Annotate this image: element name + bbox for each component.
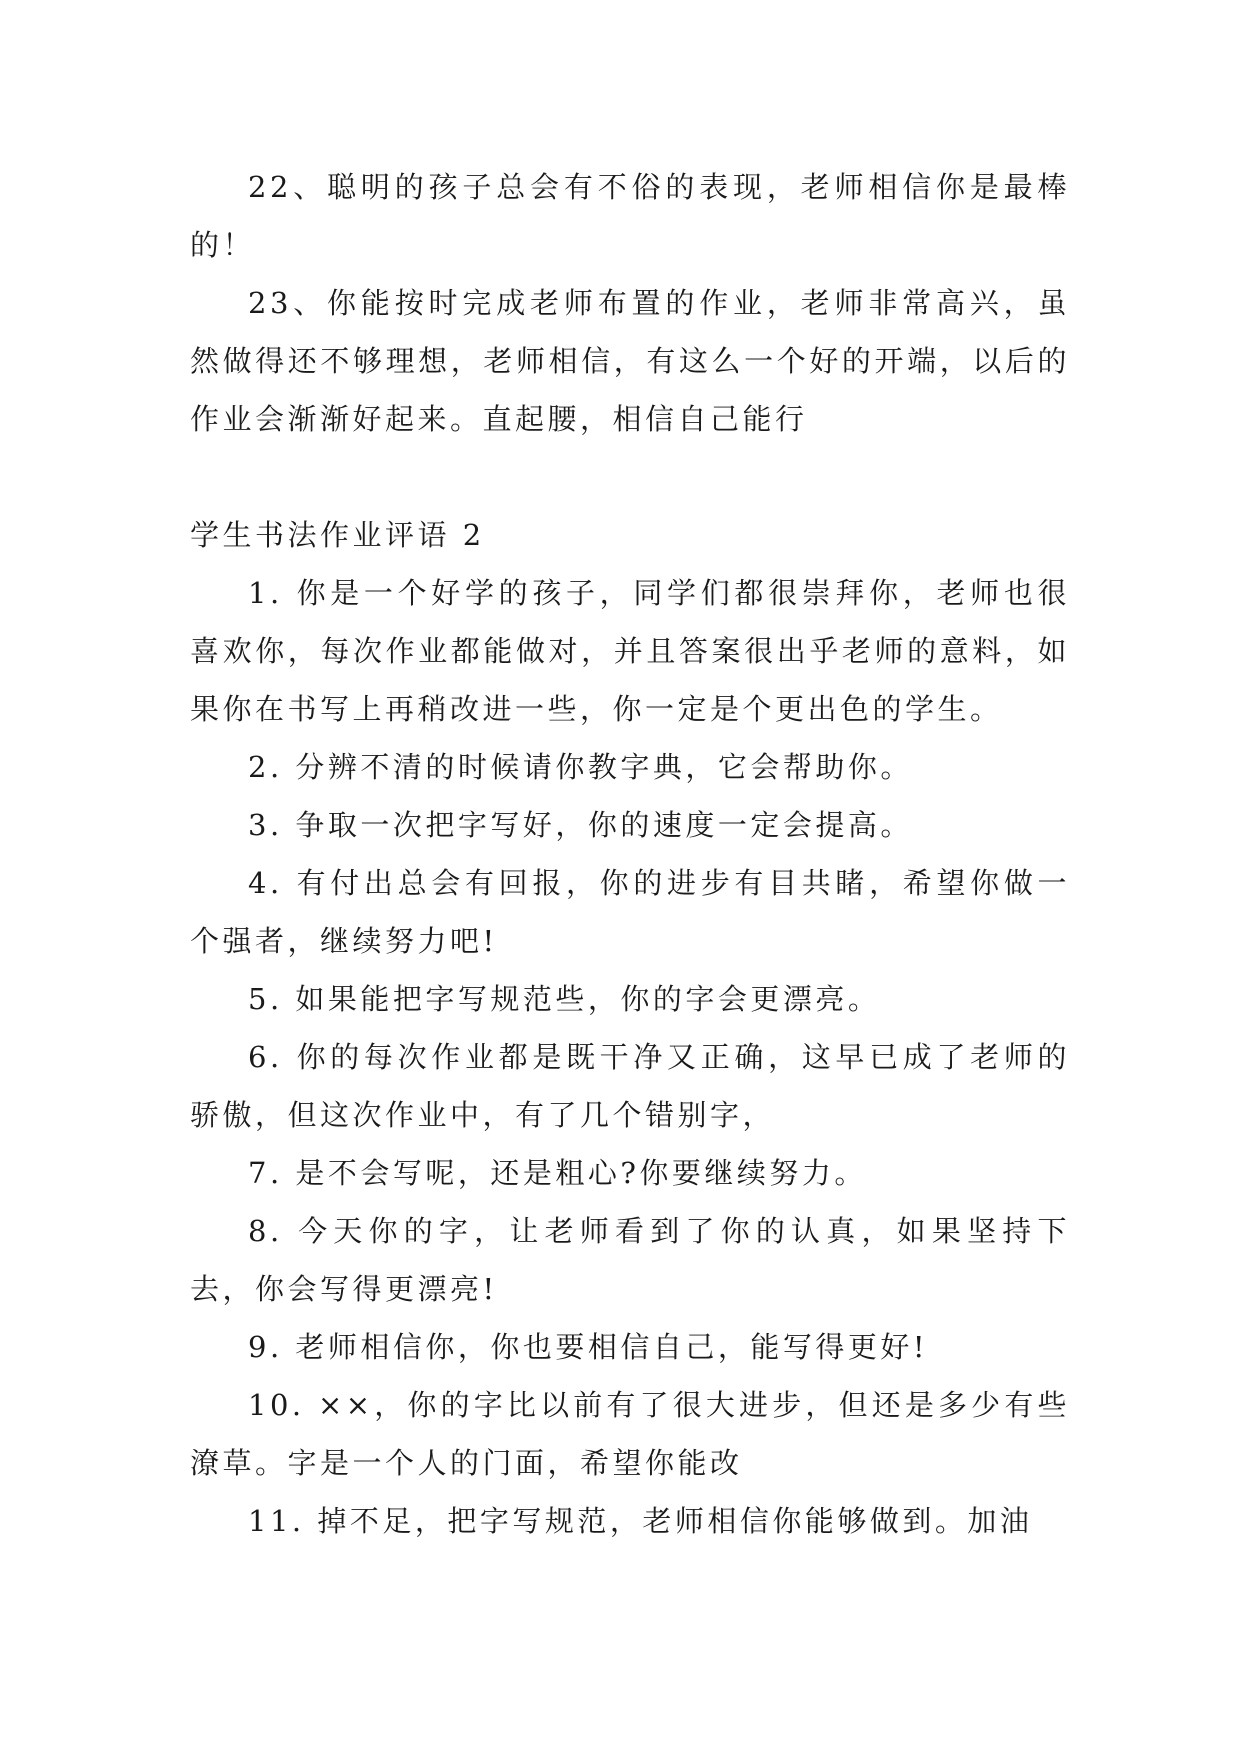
comment-item-1: 1. 你是一个好学的孩子，同学们都很崇拜你，老师也很喜欢你，每次作业都能做对，并且答案很出乎老师的意料，如果你在书写上再稍改进一些，你一定是个更出色的学生。 [190, 576, 1070, 726]
comment-item-11: 11. 掉不足，把字写规范，老师相信你能够做到。加油 [248, 1504, 1033, 1538]
comment-item-6: 6. 你的每次作业都是既干净又正确，这早已成了老师的骄傲，但这次作业中，有了几个错别字， [190, 1040, 1070, 1132]
comment-item-2: 2. 分辨不清的时候请你教字典，它会帮助你。 [248, 750, 913, 784]
comment-item-8: 8. 今天你的字，让老师看到了你的认真，如果坚持下去，你会写得更漂亮! [190, 1214, 1070, 1306]
comment-item-10: 10. ××，你的字比以前有了很大进步，但还是多少有些潦草。字是一个人的门面，希望你能改 [190, 1388, 1070, 1480]
section-title: 学生书法作业评语 2 [190, 518, 485, 552]
comment-item-3: 3. 争取一次把字写好，你的速度一定会提高。 [248, 808, 913, 842]
paragraph-22: 22、聪明的孩子总会有不俗的表现，老师相信你是最棒的！ [190, 170, 1070, 262]
comment-item-9: 9. 老师相信你，你也要相信自己，能写得更好! [248, 1330, 929, 1364]
comment-item-5: 5. 如果能把字写规范些，你的字会更漂亮。 [248, 982, 881, 1016]
comment-item-4: 4. 有付出总会有回报，你的进步有目共睹，希望你做一个强者，继续努力吧! [190, 866, 1070, 958]
paragraph-23: 23、你能按时完成老师布置的作业，老师非常高兴，虽然做得还不够理想，老师相信，有这么一个好的开端，以后的作业会渐渐好起来。直起腰，相信自己能行 [190, 286, 1070, 436]
comment-item-7: 7. 是不会写呢，还是粗心?你要继续努力。 [248, 1156, 867, 1190]
document-body [190, 158, 1070, 1550]
